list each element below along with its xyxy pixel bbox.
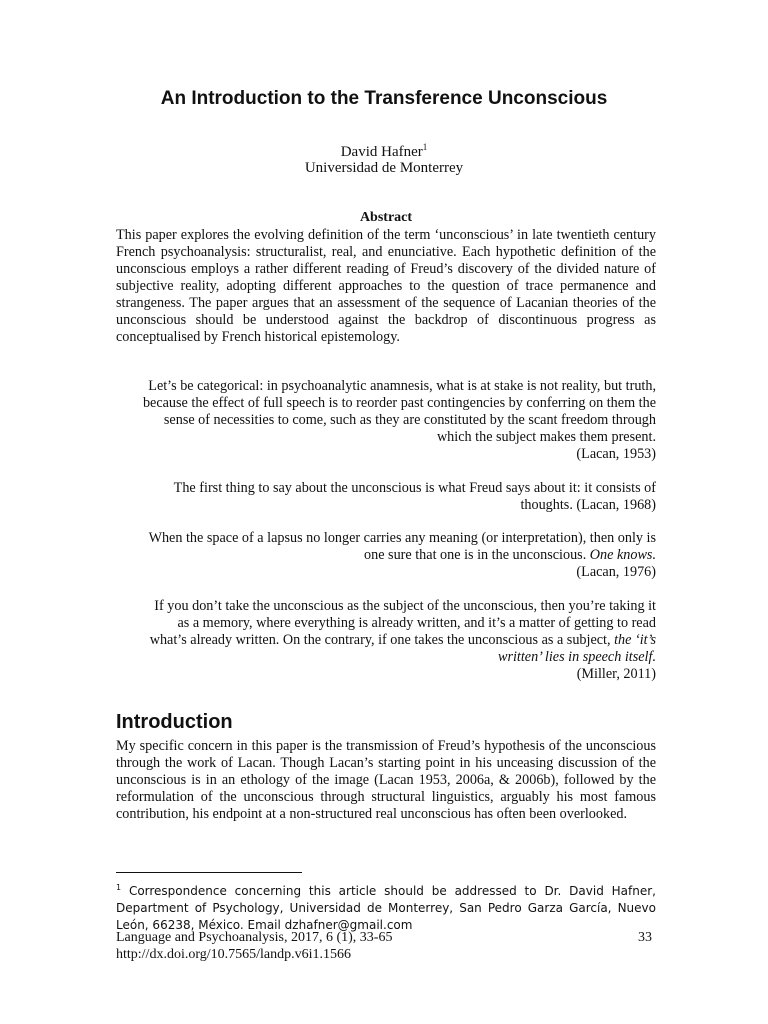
author-name-line [0,142,768,161]
footnote-divider [116,872,302,873]
page-number: 33 [638,930,652,945]
footnote-mark: 1 [116,883,122,892]
epigraph-quote-4 [140,598,656,683]
quote-citation: (Lacan, 1953) [576,446,656,462]
author-footnote-mark: 1 [422,142,428,152]
abstract-text: This paper explores the evolving definition of the term ‘unconscious’ in late twentieth century French psychoanalysis: structuralist, real, and enunciative. Each hypothetic definition of the unconscious employs a rather different reading of Freud’s discovery of the divided nature of subjective reality, adopting different approaches to the question of trace permanence and strangeness. The paper argues that an assessment of the sequence of Lacanian theories of the unconscious should be understood against the backdrop of discontinuous progress as conceptualised by French historical epistemology. [116,227,656,345]
quote-text: If you don’t take the unconscious as the subject of the unconscious, then you’re taking it as a memory, where everything is already written, and it’s a matter of getting to read what’s already written. On the contrary, if one takes the unconscious as a subject, [149,598,656,648]
epigraph-quote-3 [140,530,656,581]
introduction-heading: Introduction [116,711,233,733]
footnote [116,879,656,934]
journal-citation: Language and Psychoanalysis, 2017, 6 (1), 33-65 [116,930,393,945]
introduction-text: My specific concern in this paper is the transmission of Freud’s hypothesis of the unconscious through the work of Lacan. Though Lacan’s starting point in his unceasing discussion of the unconscious is in an ethology of the image (Lacan 1953, 2006a, & 2006b), followed by the reformulation of the unconscious through structural linguistics, arguably his most famous contribution, his endpoint at a non-structured real unconscious has often been overlooked. [116,738,656,822]
quote-italic-text: One knows. [589,547,656,563]
abstract-heading: Abstract [359,210,413,225]
quote-text: Let’s be categorical: in psychoanalytic anamnesis, what is at stake is not reality, but truth, because the effect of full speech is to reorder past contingencies by conferring on them the sense of necessities to come, such as they are constituted by the scant freedom through which the subject makes them present. [142,378,656,445]
doi-link[interactable]: http://dx.doi.org/10.7565/landp.v6i1.1566 [116,947,352,962]
epigraph-quote-1 [140,378,656,463]
quote-citation: (Miller, 2011) [576,666,656,682]
author-affiliation: Universidad de Monterrey [304,160,464,176]
quote-citation-inline: (Lacan, 1968) [576,497,656,513]
quote-text: The first thing to say about the unconscious is what Freud says about it: it consists of thoughts. [173,480,656,513]
paper-title: An Introduction to the Transference Unconscious [160,88,608,109]
footnote-text: Correspondence concerning this article should be addressed to Dr. David Hafner, Department of Psychology, Universidad de Monterrey, San Pedro Garza García, Nuevo León, 66238, México. Email dzhafner@gmail.com [116,884,656,932]
epigraph-quote-2 [140,480,656,514]
quote-citation: (Lacan, 1976) [576,564,656,580]
journal-footer [116,930,656,946]
quote-italic-text: the ‘it’s written’ lies in speech itself. [497,632,656,665]
author-name: David Hafner [340,144,423,160]
quote-text: When the space of a lapsus no longer carries any meaning (or interpretation), then only is one sure that one is in the unconscious. [148,530,656,563]
